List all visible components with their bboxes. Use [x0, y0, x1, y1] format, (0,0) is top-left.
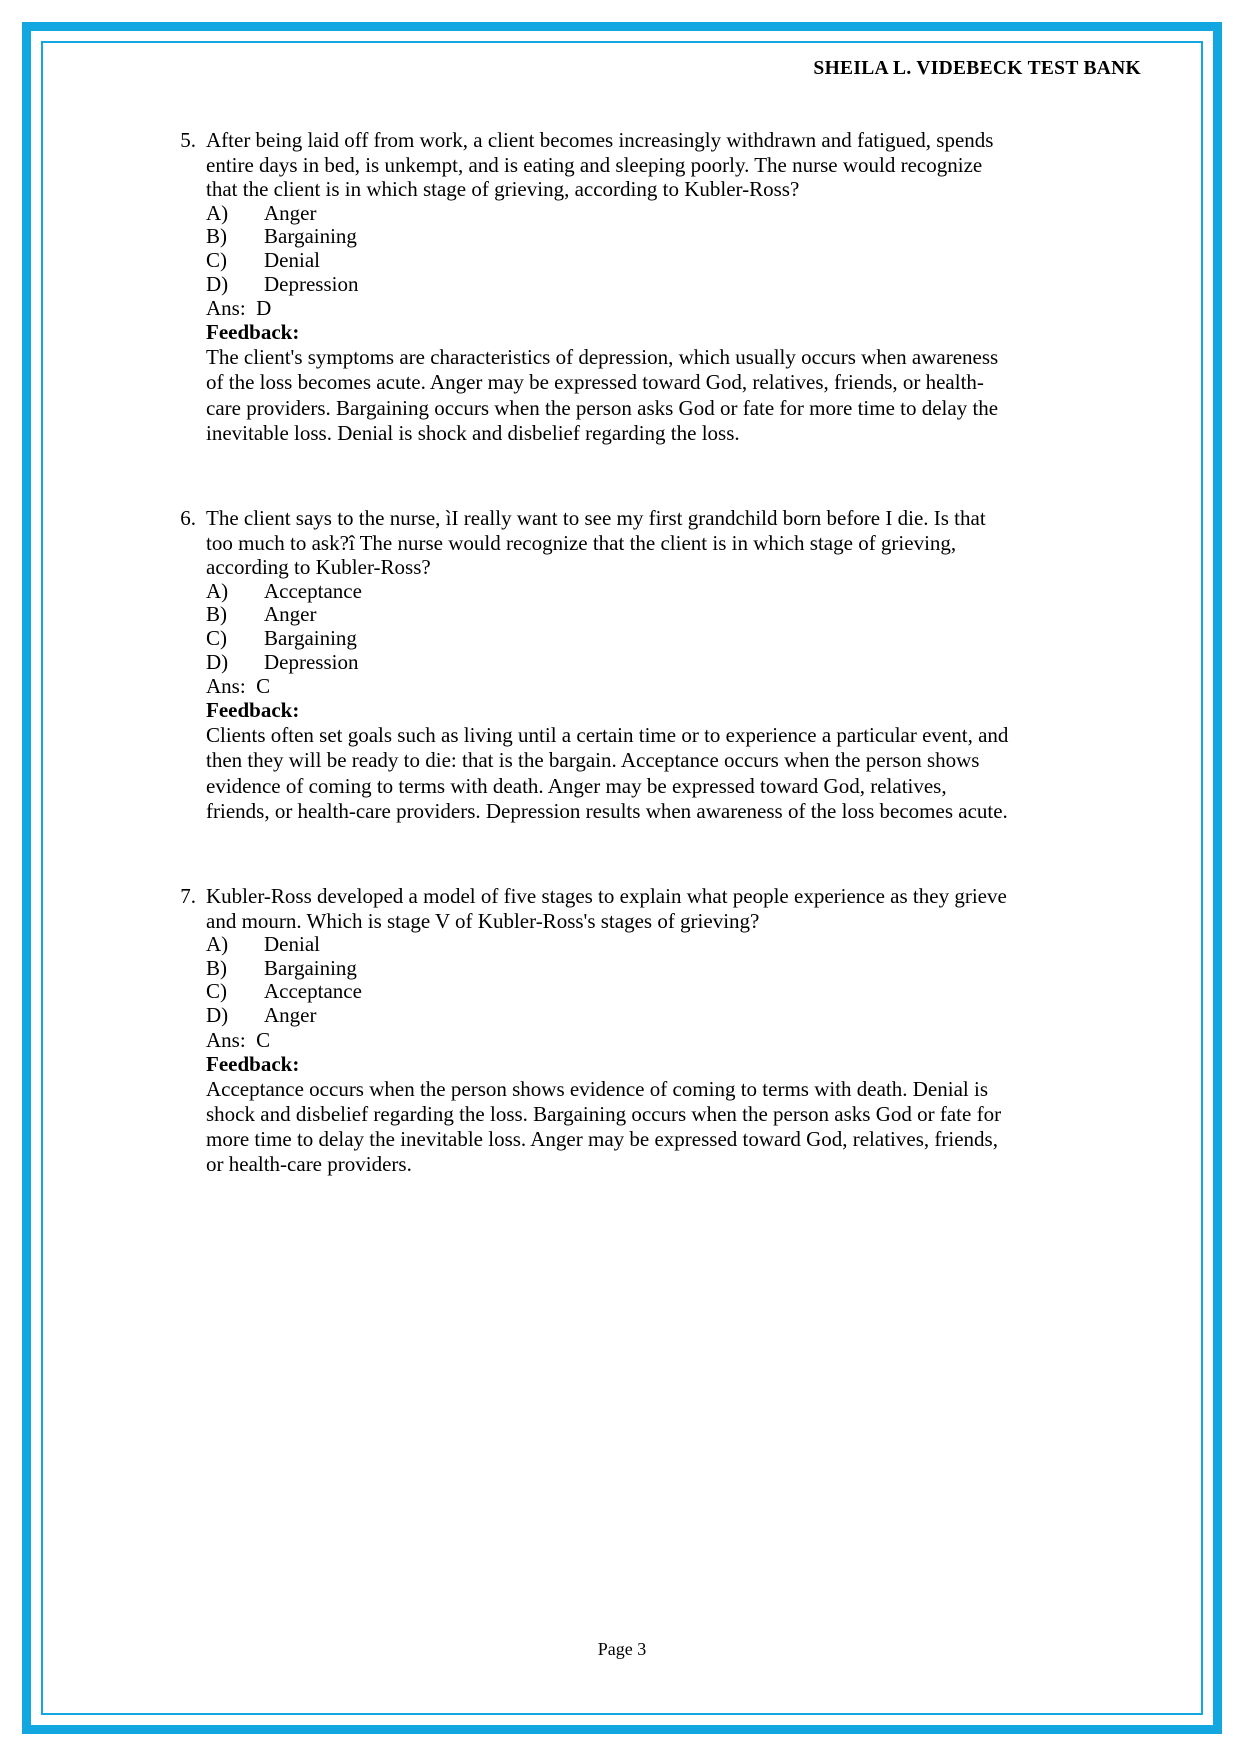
option-row-7-d[interactable] [206, 1004, 1012, 1028]
feedback-text-7: Acceptance occurs when the person shows evidence of coming to terms with death. Denial is shock and disbelief regarding the loss. Bargaining occurs when the person asks God or fate for more time to delay the inevitable loss. Anger may be expressed toward God, relatives, friends, or health-care providers. [206, 1076, 1002, 1177]
option-text-6-b: Anger [264, 602, 317, 627]
feedback-text-5: The client's symptoms are characteristics of depression, which usually occurs when awareness of the loss becomes acute. Anger may be expressed toward God, relatives, friends, or health-care providers. Bargaining occurs when the person asks God or fate for more time to delay the inevitable loss. Denial is shock and disbelief regarding the loss. [206, 345, 999, 445]
question-text-5: After being laid off from work, a client becomes increasingly withdrawn and fatigued, spends entire days in bed, is unkempt, and is eating and sleeping poorly. The nurse would recognize that the client is in which stage of grieving, according to Kubler-Ross? [206, 128, 994, 202]
option-letter-7-d: D) [206, 1002, 229, 1027]
question-text-7: Kubler-Ross developed a model of five stages to explain what people experience as they grieve and mourn. Which is stage V of Kubler-Ross's stages of grieving? [206, 883, 1007, 933]
option-text-7-a: Denial [264, 932, 320, 957]
answer-options-5 [206, 202, 1012, 446]
option-letter-6-b: B) [206, 602, 227, 627]
option-row-5-a[interactable] [206, 202, 1012, 226]
question-item-5 [172, 128, 1012, 446]
option-row-7-c[interactable] [206, 980, 1012, 1004]
question-stem-5 [172, 128, 1012, 202]
option-text-6-d: Depression [264, 649, 359, 674]
option-text-7-d: Anger [264, 1002, 317, 1027]
answer-options-6 [206, 580, 1012, 824]
option-text-7-c: Acceptance [264, 979, 362, 1004]
answer-options-7 [206, 933, 1012, 1177]
option-letter-6-c: C) [206, 625, 227, 650]
question-item-6 [172, 506, 1012, 824]
feedback-text-6: Clients often set goals such as living until a certain time or to experience a particular event, and then they will be ready to die: that is the bargain. Acceptance occurs when the person shows evidence of coming to terms with death. Anger may be expressed toward God, relatives, friends, or health-care providers. Depression results when awareness of the loss becomes acute. [206, 723, 1009, 823]
answer-line-5: Ans: D [206, 296, 272, 321]
option-text-5-b: Bargaining [264, 224, 357, 249]
question-stem-7 [172, 884, 1012, 933]
option-row-7-b[interactable] [206, 957, 1012, 981]
option-letter-7-a: A) [206, 932, 229, 957]
feedback-heading-5: Feedback: [206, 320, 300, 345]
option-letter-6-d: D) [206, 649, 229, 674]
option-text-5-c: Denial [264, 247, 320, 272]
option-text-5-a: Anger [264, 200, 317, 225]
option-letter-5-a: A) [206, 200, 229, 225]
question-list [172, 128, 1012, 1177]
question-number-6: 6. [180, 505, 196, 530]
feedback-heading-6: Feedback: [206, 698, 300, 723]
feedback-heading-7: Feedback: [206, 1051, 300, 1076]
page-number-footer: Page 3 [597, 1639, 647, 1659]
question-item-7 [172, 884, 1012, 1177]
option-text-7-b: Bargaining [264, 955, 357, 980]
option-row-6-c[interactable] [206, 627, 1012, 651]
option-row-5-d[interactable] [206, 273, 1012, 297]
option-letter-7-c: C) [206, 979, 227, 1004]
question-number-5: 5. [180, 128, 196, 152]
answer-line-6: Ans: C [206, 674, 271, 699]
answer-line-7: Ans: C [206, 1027, 271, 1052]
option-letter-5-b: B) [206, 224, 227, 249]
option-text-6-a: Acceptance [264, 578, 362, 603]
option-letter-7-b: B) [206, 955, 227, 980]
option-row-6-b[interactable] [206, 603, 1012, 627]
option-letter-5-d: D) [206, 271, 229, 296]
question-text-6: The client says to the nurse, ìI really want to see my first grandchild born before I die. Is that too much to ask?î The nurse would recognize that the client is in which stage of grieving, according to Kubler-Ross? [206, 505, 986, 580]
document-page [44, 44, 1200, 1712]
question-number-7: 7. [180, 883, 196, 908]
option-row-7-a[interactable] [206, 933, 1012, 957]
option-letter-6-a: A) [206, 578, 229, 603]
option-text-5-d: Depression [264, 271, 359, 296]
option-row-6-a[interactable] [206, 580, 1012, 604]
option-text-6-c: Bargaining [264, 625, 357, 650]
document-header-title: SHEILA L. VIDEBECK TEST BANK [813, 58, 1141, 79]
question-stem-6 [172, 506, 1012, 580]
option-row-5-b[interactable] [206, 225, 1012, 249]
option-row-5-c[interactable] [206, 249, 1012, 273]
option-letter-5-c: C) [206, 247, 227, 272]
option-row-6-d[interactable] [206, 651, 1012, 675]
